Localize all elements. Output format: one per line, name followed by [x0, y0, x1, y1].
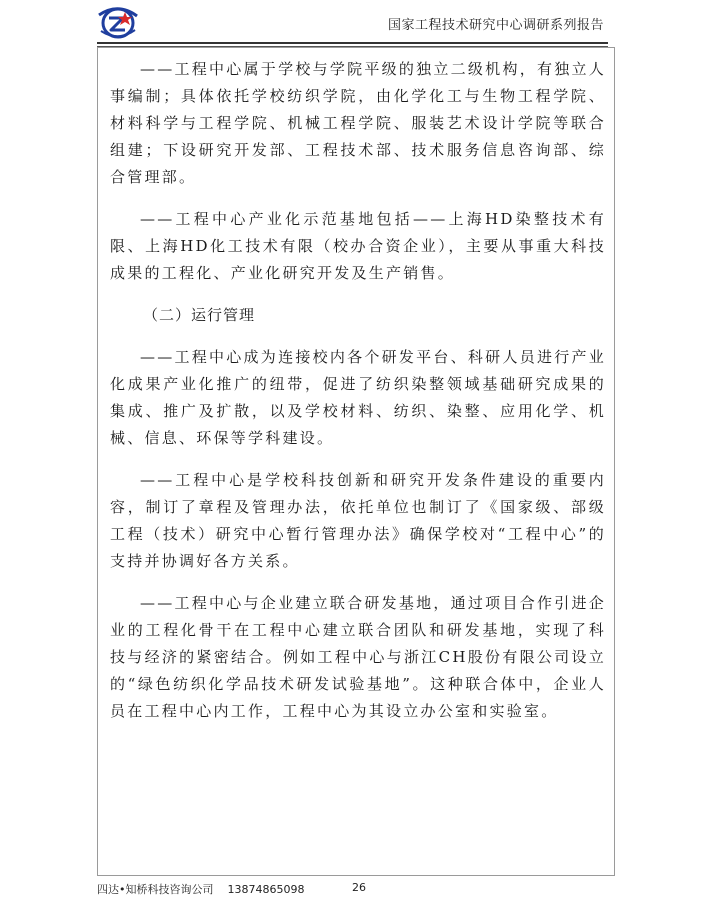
paragraph-management-rules: ——工程中心是学校科技创新和研究开发条件建设的重要内容，制订了章程及管理办法，依托单位也制订了《国家级、部级工程（技术）研究中心暂行管理办法》确保学校对“工程中心”的支持并协调好各方关系。 — [110, 471, 606, 570]
page-number: 26 — [352, 881, 366, 894]
company-logo — [97, 6, 139, 40]
footer-company: 四达•知桥科技咨询公司 — [97, 883, 214, 896]
section-heading-operations: （二）运行管理 — [143, 306, 256, 324]
body-text — [110, 56, 606, 725]
paragraph-demo-base: ——工程中心产业化示范基地包括——上海HD染整技术有限、上海HD化工技术有限（校办合资企业），主要从事重大科技成果的工程化、产业化研究开发及生产销售。 — [110, 210, 606, 282]
footer-phone: 13874865098 — [227, 883, 305, 896]
report-series-title: 国家工程技术研究中心调研系列报告 — [387, 18, 604, 33]
paragraph-link-platform: ——工程中心成为连接校内各个研发平台、科研人员进行产业化成果产业化推广的纽带，促进了纺织染整领域基础研究成果的集成、推广及扩散，以及学校材料、纺织、染整、应用化学、机械、信息、环保等学科建设。 — [110, 348, 606, 447]
footer-info — [97, 881, 304, 897]
header-rule — [97, 42, 608, 44]
paragraph-organization: ——工程中心属于学校与学院平级的独立二级机构，有独立人事编制；具体依托学校纺织学院，由化学化工与生物工程学院、材料科学与工程学院、机械工程学院、服装艺术设计学院等联合组建；下设研究开发部、工程技术部、技术服务信息咨询部、综合管理部。 — [110, 60, 606, 186]
logo-graphic — [97, 6, 139, 40]
paragraph-enterprise-cooperation: ——工程中心与企业建立联合研发基地，通过项目合作引进企业的工程化骨干在工程中心建立联合团队和研发基地，实现了科技与经济的紧密结合。例如工程中心与浙江CH股份有限公司设立的“绿色纺织化学品技术研发试验基地”。这种联合体中，企业人员在工程中心内工作，工程中心为其设立办公室和实验室。 — [110, 594, 606, 720]
